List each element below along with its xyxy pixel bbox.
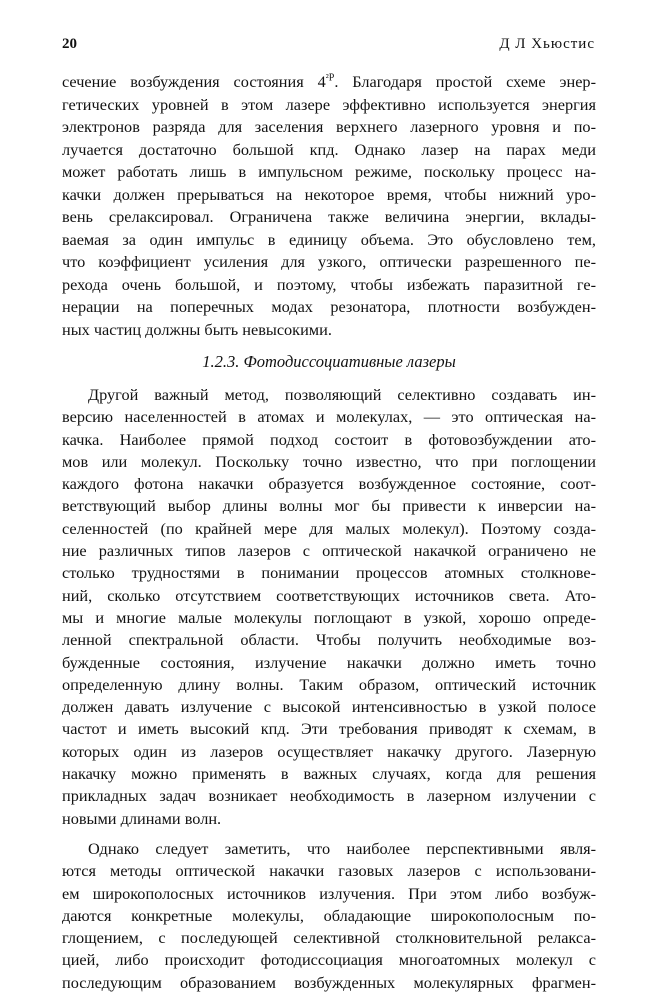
- text-line: рехода очень большой, и поэтому, чтобы избежать паразитной ге-: [62, 274, 596, 294]
- text-line: может работать лишь в импульсном режиме, поскольку процесс на-: [62, 162, 596, 181]
- text-line: столько трудностями в понимании процессов атомных столкнове-: [62, 563, 596, 583]
- paragraph-spacer: [62, 830, 596, 838]
- text-line: накачку можно применять в важных случаях, когда для решения: [62, 764, 596, 784]
- text-line: последующим образованием возбужденных молекулярных фрагмен-: [62, 972, 596, 992]
- text-line: селенностей (по крайней мере для малых молекул). Поэтому созда-: [62, 518, 596, 538]
- text-line: цией, либо происходит фотодиссоциация многоатомных молекул с: [62, 950, 596, 970]
- text-line: ний, сколько отсутствием соответствующих источников света. Ато-: [62, 585, 596, 605]
- text-line: нерации на поперечных модах резонатора, плотности возбужден-: [62, 297, 596, 316]
- text-line: прикладных задач возникает необходимость в лазерном излучении с: [62, 786, 596, 806]
- superscript: ²P: [325, 72, 335, 84]
- text-line: качки должен прерываться на некоторое время, чтобы нижний уро-: [62, 184, 596, 204]
- text-line: мы и многие малые молекулы поглощают в узкой, хорошо опреде-: [62, 607, 596, 627]
- text-line: вень срелаксировал. Ограничена также величина энергии, вклады-: [62, 207, 596, 226]
- text-line: ются методы оптической накачки газовых лазеров с использовани-: [62, 861, 596, 881]
- text-line: Однако следует заметить, что наиболее перспективными явля-: [88, 838, 596, 858]
- text-line: ленной спектральной области. Чтобы получить необходимые воз-: [62, 630, 596, 650]
- text-line: гетических уровней в этом лазере эффективно используется энергия: [62, 94, 596, 114]
- page-number: 20: [62, 36, 77, 52]
- paragraph-2: [62, 384, 596, 830]
- paragraph-3: [62, 838, 596, 994]
- text-line: новыми длинами волн.: [62, 808, 222, 828]
- running-head-author: Д Л Хьюстис: [499, 36, 595, 52]
- text-line: ваемая за один импульс в единицу объема. Это обусловлено тем,: [62, 229, 596, 249]
- text-line: частот и иметь высокий кпд. Эти требования приводят к схемам, в: [62, 719, 596, 739]
- text-line: бужденные состояния, излучение накачки должно иметь точно: [62, 652, 596, 672]
- text-line: каждого фотона накачки образуется возбужденное состояние, соот-: [62, 474, 596, 494]
- text-line: которых один из лазеров осуществляет накачку другого. Лазерную: [62, 741, 596, 761]
- section-title: 1.2.3. Фотодиссоциативные лазеры: [202, 352, 456, 371]
- page-header: [62, 36, 595, 58]
- text-line: ние различных типов лазеров с оптической накачкой ограничено не: [62, 541, 596, 561]
- text-line: электронов разряда для заселения верхнего лазерного уровня и по-: [62, 117, 596, 136]
- text-line: ветствующий выбор длины волны мог бы привести к инверсии на-: [62, 496, 596, 516]
- text-line: сечение возбуждения состояния $4^{^2P}$. Благодаря простой схеме энер-: [62, 72, 596, 91]
- text-line: определенную длину волны. Таким образом, оптический источник: [62, 674, 596, 694]
- text-line: мов или молекул. Поскольку точно известно, что при поглощении: [62, 451, 596, 471]
- text-line: даются конкретные молекулы, обладающие широкополосным по-: [62, 905, 596, 925]
- text-line: качка. Наиболее прямой подход состоит в фотовозбуждении ато-: [62, 429, 596, 449]
- text-line: ных частиц должны быть невысокими.: [62, 319, 332, 339]
- paragraph-1: [62, 71, 596, 341]
- body-text: [62, 71, 596, 994]
- text-line: версию населенностей в атомах и молекулах, — это оптическая на-: [62, 407, 596, 427]
- text-line: лучается достаточно большой кпд. Однако лазер на парах меди: [62, 139, 596, 159]
- text-line: что коэффициент усиления для узкого, оптически разрешенного пе-: [62, 252, 596, 271]
- text-line: должен давать излучение с высокой интенсивностью в узкой полосе: [62, 697, 596, 717]
- text-line: ем широкополосных источников излучения. При этом либо возбуж-: [62, 883, 596, 903]
- text-line: Другой важный метод, позволяющий селективно создавать ин-: [88, 385, 596, 404]
- text-line: глощением, с последующей селективной столкновительной релакса-: [62, 928, 596, 948]
